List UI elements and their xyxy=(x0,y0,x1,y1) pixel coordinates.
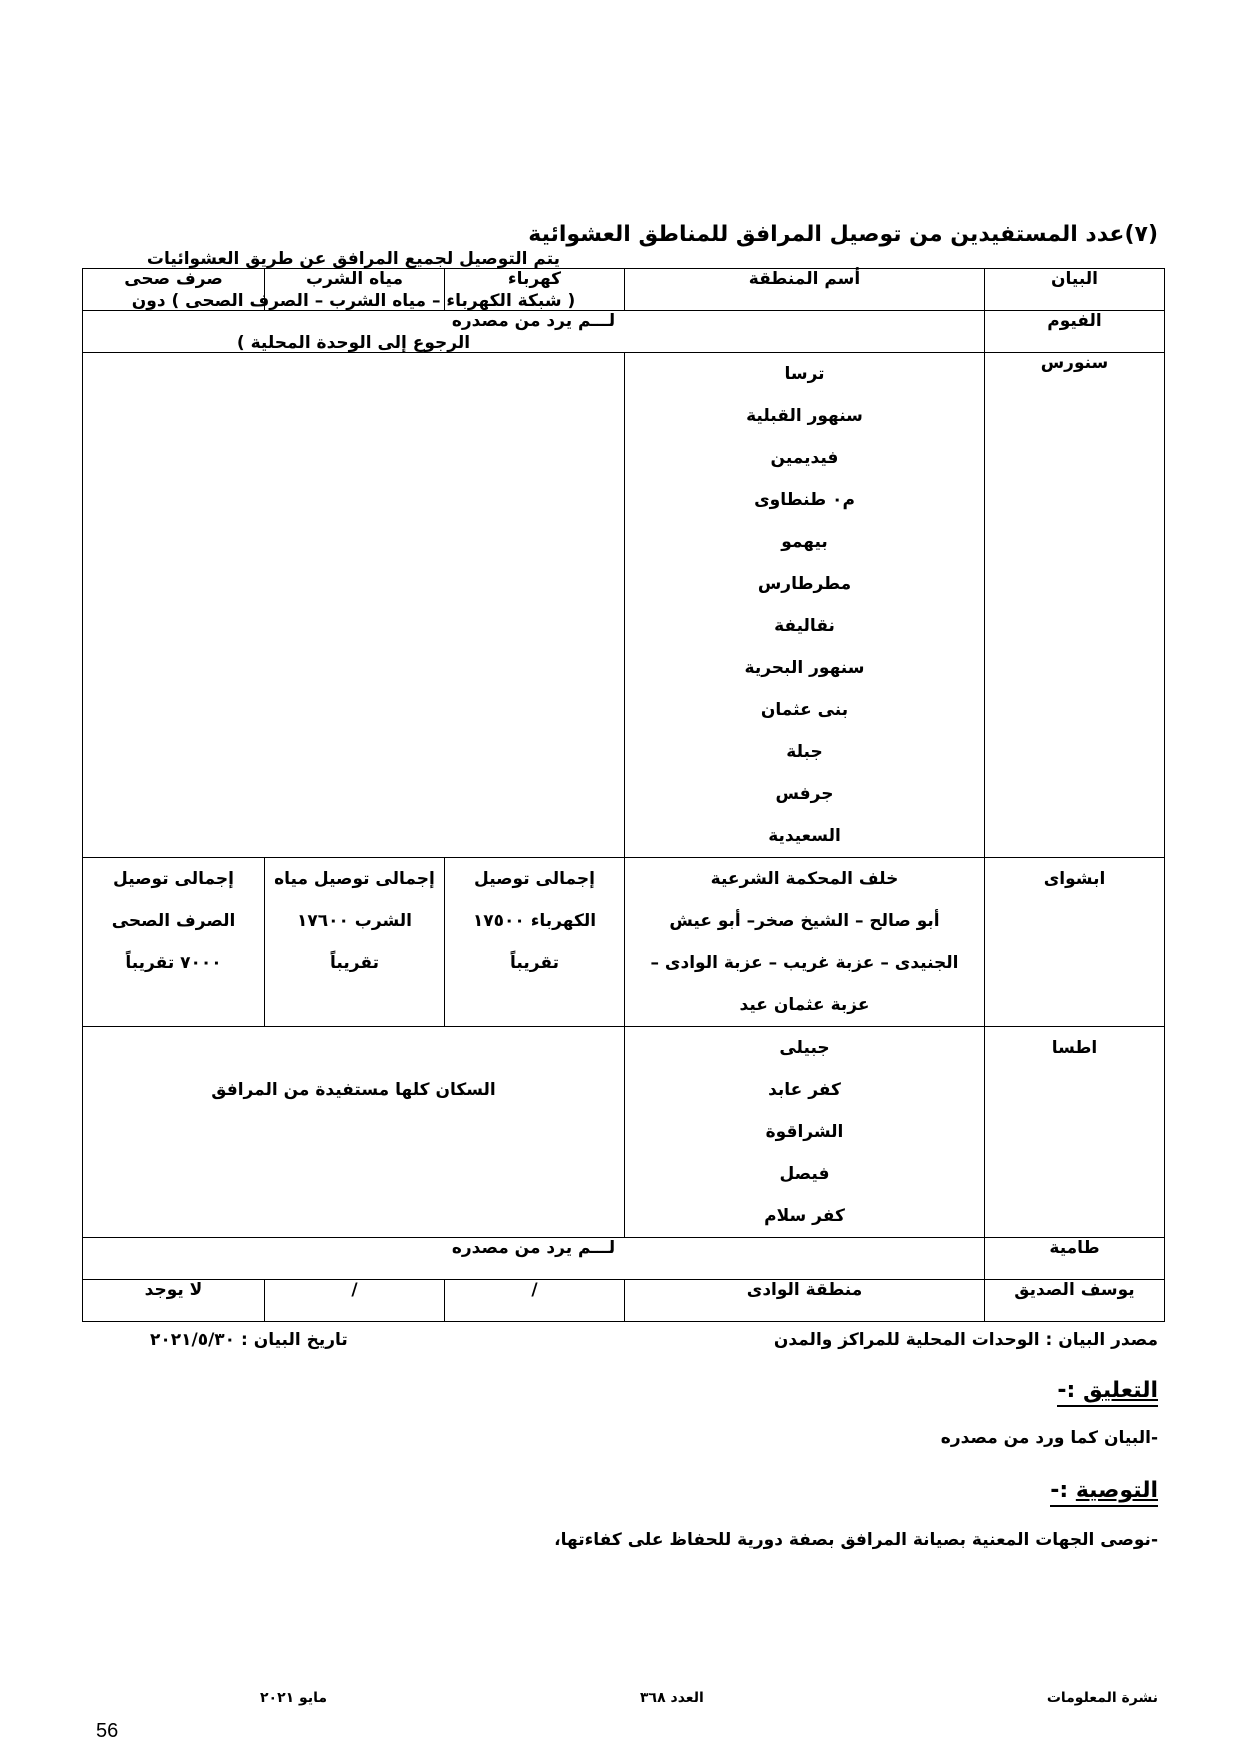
list-item: بنى عثمان xyxy=(760,700,849,720)
page-number: 56 xyxy=(96,1720,119,1742)
row-label-sinnuris: سنورس xyxy=(985,353,1165,858)
list-item: م٠ طنطاوى xyxy=(754,490,855,510)
header-electricity: كهرباء xyxy=(445,269,625,311)
list-item: فيديمين xyxy=(770,448,839,468)
list-item: بيهمو xyxy=(781,532,828,552)
table-row-tamiya xyxy=(83,1238,1165,1280)
header-statement: البيان xyxy=(985,269,1165,311)
recommendation-heading: التوصية :- xyxy=(1050,1478,1158,1507)
list-item: فيصل xyxy=(779,1164,830,1184)
fayoum-note: لـــم يرد من مصدره xyxy=(83,311,985,353)
list-item: الشراقوة xyxy=(765,1122,844,1142)
recommendation-text: -نوصى الجهات المعنية بصيانة المرافق بصفة دورية للحفاظ على كفاءتها، xyxy=(554,1530,1158,1550)
tamiya-note: لـــم يرد من مصدره xyxy=(83,1238,985,1280)
facilities-table xyxy=(82,249,1165,1322)
list-item: جبيلى xyxy=(779,1038,830,1058)
footer-issue: العدد ٣٦٨ xyxy=(640,1690,704,1706)
list-item: سنهور البحرية xyxy=(744,658,865,678)
row-label-ibshaway: ابشواى xyxy=(985,858,1165,1027)
data-date: تاريخ البيان : ٢٠٢١/٥/٣٠ xyxy=(150,1330,348,1350)
ibshaway-electricity: إجمالى توصيل الكهرباء ١٧٥٠٠ تقريباً xyxy=(445,858,625,1027)
comment-text: -البيان كما ورد من مصدره xyxy=(940,1428,1158,1448)
comment-heading: التعليق :- xyxy=(1057,1378,1158,1407)
row-label-itsa: اطسا xyxy=(985,1027,1165,1238)
list-item: مطرطارس xyxy=(757,574,852,594)
footer-publication: نشرة المعلومات xyxy=(1046,1690,1158,1706)
page-title: (٧)عدد المستفيدين من توصيل المرافق للمناطق العشوائية xyxy=(528,222,1158,247)
sinnuris-note: يتم التوصيل لجميع المرافق عن طريق العشوائيات ( شبكة الكهرباء – مياه الشرب – الصرف الصحى ) دون الرجوع إلى الوحدة المحلية ) xyxy=(83,353,625,858)
yousef-water: / xyxy=(265,1280,445,1322)
itsa-areas xyxy=(625,1027,985,1238)
table-row-sinnuris xyxy=(83,353,1165,858)
row-label-yousef: يوسف الصديق xyxy=(985,1280,1165,1322)
ibshaway-sewage: إجمالى توصيل الصرف الصحى ٧٠٠٠ تقريباً xyxy=(83,858,265,1027)
list-item: كفر عابد xyxy=(768,1080,841,1100)
list-item: نقاليفة xyxy=(774,616,835,636)
list-item: جبلة xyxy=(786,742,823,762)
list-item: سنهور القبلية xyxy=(746,406,863,426)
list-item: جرفس xyxy=(775,784,834,804)
ibshaway-areas: خلف المحكمة الشرعية أبو صالح – الشيخ صخر– أبو عيش الجنيدى – عزبة غريب – عزبة الوادى – عزبة عثمان عيد xyxy=(625,858,985,1027)
ibshaway-water: إجمالى توصيل مياه الشرب ١٧٦٠٠ تقريباً xyxy=(265,858,445,1027)
data-source: مصدر البيان : الوحدات المحلية للمراكز والمدن xyxy=(773,1330,1158,1350)
list-item: كفر سلام xyxy=(764,1206,845,1226)
itsa-note: السكان كلها مستفيدة من المرافق xyxy=(83,1027,625,1238)
table-row-yousef xyxy=(83,1280,1165,1322)
list-item: السعيدية xyxy=(768,826,841,846)
list-item: ترسا xyxy=(784,364,825,384)
header-water: مياه الشرب xyxy=(265,269,445,311)
yousef-sewage: لا يوجد xyxy=(83,1280,265,1322)
row-label-fayoum: الفيوم xyxy=(985,311,1165,353)
header-sewage: صرف صحى xyxy=(83,269,265,311)
row-label-tamiya: طامية xyxy=(985,1238,1165,1280)
header-area-name: أسم المنطقة xyxy=(625,269,985,311)
table-row-itsa xyxy=(83,1027,1165,1238)
footer-month: مايو ٢٠٢١ xyxy=(260,1690,328,1706)
sinnuris-areas xyxy=(625,353,985,858)
yousef-electricity: / xyxy=(445,1280,625,1322)
table-row-ibshaway xyxy=(83,858,1165,1027)
yousef-area: منطقة الوادى xyxy=(625,1280,985,1322)
